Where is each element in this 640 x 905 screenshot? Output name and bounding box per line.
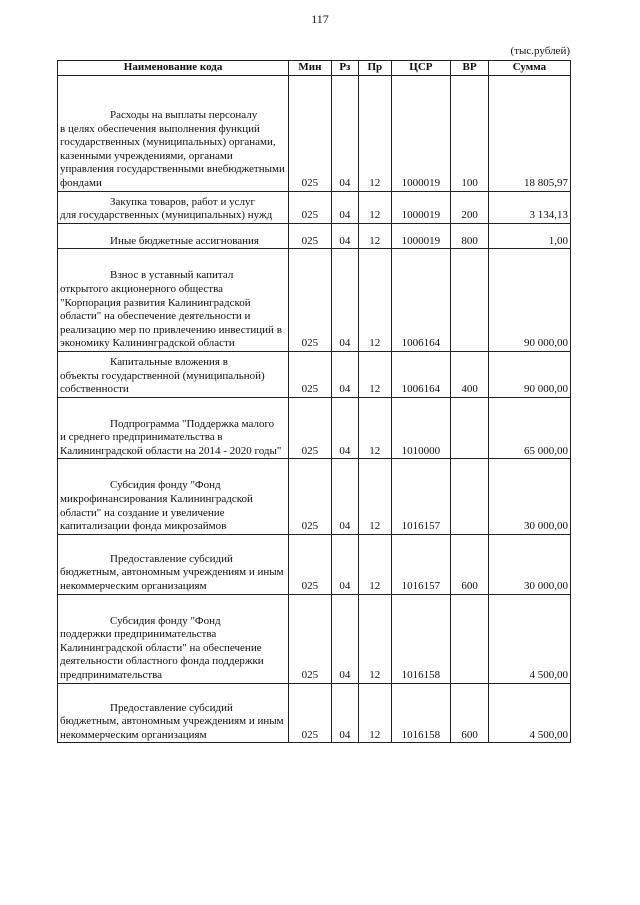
row-vr: 400 <box>451 351 489 397</box>
row-vr: 200 <box>451 191 489 223</box>
row-min: 025 <box>289 249 332 352</box>
row-min: 025 <box>289 351 332 397</box>
row-name-first-line: Закупка товаров, работ и услуг <box>110 195 255 208</box>
row-min: 025 <box>289 683 332 743</box>
row-pr: 12 <box>359 191 391 223</box>
row-csr: 1016157 <box>391 534 451 594</box>
row-sum: 4 500,00 <box>488 594 570 683</box>
table-row <box>58 397 571 459</box>
row-sum: 4 500,00 <box>488 683 570 743</box>
row-name <box>58 191 289 223</box>
row-rz: 04 <box>331 191 358 223</box>
table-header-row <box>58 61 571 76</box>
row-pr: 12 <box>359 683 391 743</box>
row-min: 025 <box>289 534 332 594</box>
table-row <box>58 594 571 683</box>
row-rz: 04 <box>331 683 358 743</box>
row-min: 025 <box>289 594 332 683</box>
row-name-continuation: открытого акционерного общества "Корпорация развития Калининградской области" на обеспечение деятельности и реализацию мер по привлечению инвестиций в экономику Калининградской области <box>60 282 282 350</box>
header-min: Мин <box>289 61 332 76</box>
row-name-first-line: Взнос в уставный капитал <box>110 269 234 282</box>
table-row <box>58 351 571 397</box>
row-rz: 04 <box>331 351 358 397</box>
row-csr: 1016157 <box>391 459 451 534</box>
row-name-first-line: Иные бюджетные ассигнования <box>110 234 259 247</box>
row-min: 025 <box>289 223 332 249</box>
row-pr: 12 <box>359 223 391 249</box>
row-rz: 04 <box>331 397 358 459</box>
row-rz: 04 <box>331 249 358 352</box>
row-name-first-line: Расходы на выплаты персоналу <box>110 109 258 121</box>
row-name-continuation: и среднего предпринимательства в Калининградской области на 2014 - 2020 годы" <box>60 431 282 457</box>
row-csr: 1016158 <box>391 683 451 743</box>
header-csr: ЦСР <box>391 61 451 76</box>
row-vr <box>451 459 489 534</box>
row-sum: 3 134,13 <box>488 191 570 223</box>
row-csr: 1010000 <box>391 397 451 459</box>
table-row <box>58 683 571 743</box>
row-sum: 90 000,00 <box>488 351 570 397</box>
row-vr: 100 <box>451 76 489 192</box>
row-pr: 12 <box>359 534 391 594</box>
row-csr: 1000019 <box>391 76 451 192</box>
row-sum: 30 000,00 <box>488 534 570 594</box>
row-vr <box>451 594 489 683</box>
row-rz: 04 <box>331 223 358 249</box>
row-name-first-line: Субсидия фонду "Фонд <box>110 479 221 492</box>
page-number: 117 <box>311 12 329 26</box>
row-name <box>58 594 289 683</box>
row-name-first-line: Подпрограмма "Поддержка малого <box>110 417 275 430</box>
row-name-continuation: микрофинансирования Калининградской области" на создание и увеличение капитализации фонда микрозаймов <box>60 493 253 533</box>
row-rz: 04 <box>331 594 358 683</box>
header-pr: Пр <box>359 61 391 76</box>
table-row <box>58 534 571 594</box>
row-sum: 1,00 <box>488 223 570 249</box>
header-vr: ВР <box>451 61 489 76</box>
row-vr <box>451 397 489 459</box>
row-rz: 04 <box>331 534 358 594</box>
header-sum: Сумма <box>488 61 570 76</box>
budget-table <box>57 60 571 743</box>
row-sum: 65 000,00 <box>488 397 570 459</box>
row-csr: 1016158 <box>391 594 451 683</box>
row-min: 025 <box>289 397 332 459</box>
row-sum: 90 000,00 <box>488 249 570 352</box>
table-row <box>58 191 571 223</box>
row-pr: 12 <box>359 594 391 683</box>
row-pr: 12 <box>359 351 391 397</box>
row-pr: 12 <box>359 459 391 534</box>
row-vr: 600 <box>451 534 489 594</box>
row-sum: 30 000,00 <box>488 459 570 534</box>
row-name-continuation: бюджетным, автономным учреждениям и иным некоммерческим организациям <box>60 566 284 593</box>
row-name-first-line: Субсидия фонду "Фонд <box>110 614 221 627</box>
row-name-first-line: Предоставление субсидий <box>110 552 233 565</box>
row-name-continuation: бюджетным, автономным учреждениям и иным некоммерческим организациям <box>60 715 284 741</box>
row-name <box>58 459 289 534</box>
row-name <box>58 223 289 249</box>
row-name <box>58 534 289 594</box>
row-pr: 12 <box>359 397 391 459</box>
table-row <box>58 223 571 249</box>
table-row <box>58 459 571 534</box>
row-vr <box>451 249 489 352</box>
row-name-first-line: Капитальные вложения в <box>110 355 228 368</box>
row-min: 025 <box>289 191 332 223</box>
row-min: 025 <box>289 76 332 192</box>
row-name-continuation: для государственных (муниципальных) нужд <box>60 209 273 222</box>
row-rz: 04 <box>331 459 358 534</box>
row-pr: 12 <box>359 249 391 352</box>
row-csr: 1000019 <box>391 191 451 223</box>
table-row <box>58 249 571 352</box>
row-csr: 1006164 <box>391 249 451 352</box>
row-rz: 04 <box>331 76 358 192</box>
row-pr: 12 <box>359 76 391 192</box>
row-name <box>58 397 289 459</box>
row-csr: 1006164 <box>391 351 451 397</box>
header-name: Наименование кода <box>58 61 289 76</box>
row-name <box>58 249 289 352</box>
row-vr: 800 <box>451 223 489 249</box>
row-name-continuation: в целях обеспечения выполнения функций государственных (муниципальных) органами, казенными учреждениями, органами управления государственными внебюджетными фондами <box>60 122 285 189</box>
header-rz: Рз <box>331 61 358 76</box>
row-vr: 600 <box>451 683 489 743</box>
row-sum: 18 805,97 <box>488 76 570 192</box>
row-min: 025 <box>289 459 332 534</box>
table-row <box>58 76 571 192</box>
row-name-continuation: поддержки предпринимательства Калининградской области" на обеспечение деятельности областного фонда поддержки предпринимательства <box>60 628 264 681</box>
row-name <box>58 683 289 743</box>
row-name-first-line: Предоставление субсидий <box>110 701 233 714</box>
row-csr: 1000019 <box>391 223 451 249</box>
row-name <box>58 351 289 397</box>
row-name-continuation: объекты государственной (муниципальной) собственности <box>60 369 265 396</box>
units-label: (тыс.рублей) <box>510 45 570 57</box>
row-name <box>58 76 289 192</box>
